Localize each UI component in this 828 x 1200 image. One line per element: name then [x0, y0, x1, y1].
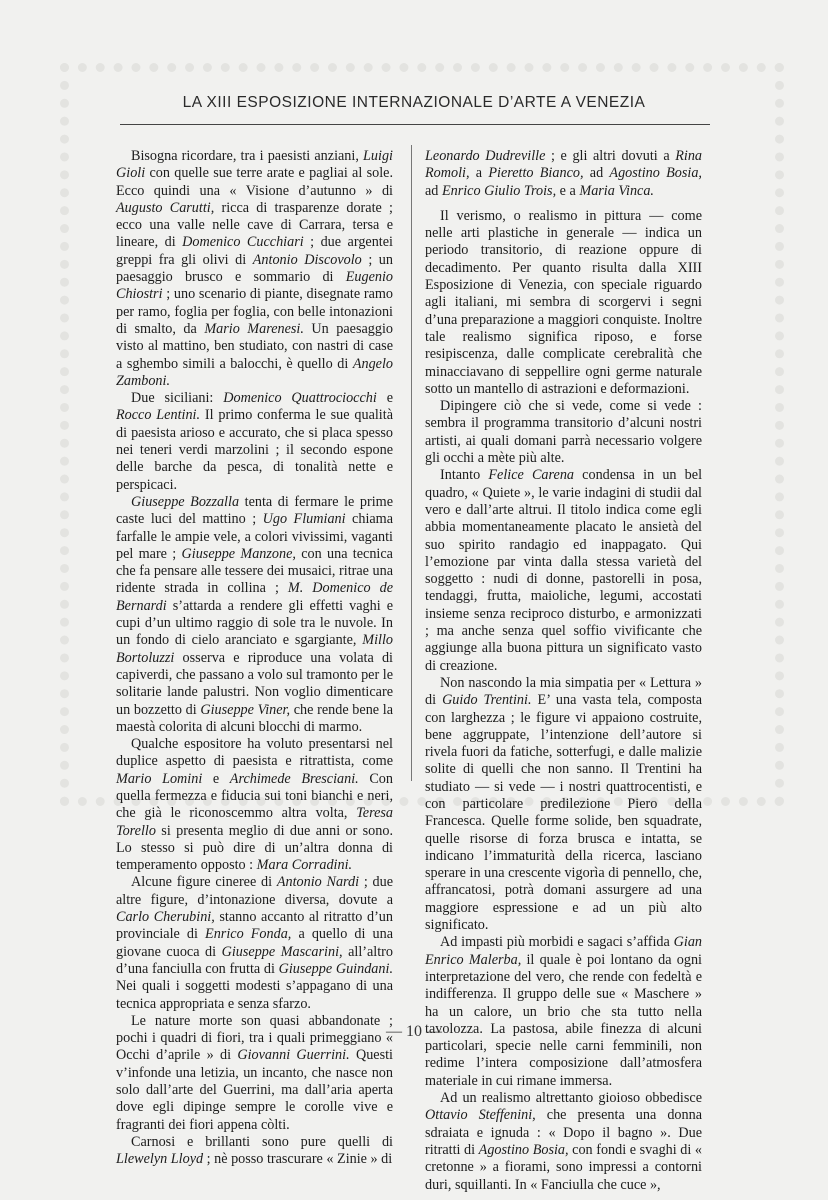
text-run: stanno accanto al ritratto d’un provinciale di — [116, 909, 393, 943]
text-run: ; nè posso trascurare « Zinie » di — [203, 1151, 393, 1168]
italic-name: Millo Bortoluzzi — [116, 632, 393, 666]
italic-name: Teresa Torello — [116, 805, 393, 839]
italic-name: Giuseppe Manzone, — [181, 545, 296, 562]
text-run: ricca di trasparenze dorate ; ecco una valle nelle cave di Carrara, tersa e lineare, di — [116, 199, 393, 251]
italic-name: Maria Vinca. — [579, 182, 654, 199]
text-run: che rende bene la maestà colorita di alcuni blocchi di marmo. — [116, 701, 394, 735]
italic-name: Agostino Bosia, — [478, 1141, 569, 1158]
italic-name: Ottavio Steffenini, — [425, 1107, 536, 1124]
italic-name: Angelo Zamboni. — [116, 355, 393, 389]
column-divider — [411, 145, 412, 781]
text-run: e — [202, 770, 230, 787]
paragraph — [116, 874, 393, 1012]
text-run: e — [376, 390, 393, 407]
italic-name: Leonardo Dudreville — [425, 148, 546, 164]
text-run: E’ una vasta tela, composta con larghezza ; le figure vi appaiono costruite, bene aggruppate, l’intenzione dell’autore si rivela fuori da fatiche, sotterfugi, e dalle malizie solite di quelli che non sanno. Il Trentini ha studiato — si vede — i nostri quattrocentisti, e con particolare predilezione Piero della Francesca. Quelle forme solide, ben squadrate, quelle risorse di forza brusca e intatta, se indicano l’immaturità della ricerca, lasciano sperare in una crescente vigorìa di pennello, che, affrancatosi, potrà domani assurgere ad una maggiore espressione e ad un più alto significato. — [425, 692, 702, 934]
text-run: il quale è poi lontano da ogni interpretazione del vero, che rende con fedeltà e indifferenza. Il gruppo delle sue « Maschere » ha un calore, un brio che sta tutto nella tavolozza. La pastosa, abile finezza di alcuni particolari, specie nelle carni femminili, non redime l’intera composizione dall’atmosfera materiale in cui rimane immersa. — [425, 951, 702, 1089]
italic-name: Ugo Flumiani — [262, 511, 346, 528]
italic-name: Carlo Cherubini, — [116, 909, 215, 926]
text-run: Due siciliani: — [131, 390, 224, 407]
text-run: Bisogna ricordare, tra i paesisti anziani, — [131, 148, 364, 164]
italic-name: Rina Romoli, — [425, 148, 703, 182]
text-run: Un paesaggio visto al mattino, ben studiato, con nastri di case a sghembo simili a balocchi, è quello di — [116, 320, 393, 372]
italic-name: Augusto Carutti, — [116, 199, 215, 216]
text-run: ; un paesaggio brusco e sommario di — [116, 251, 393, 286]
text-run: ; e gli altri dovuti a — [545, 148, 676, 164]
italic-name: Llewelyn Lloyd — [116, 1151, 204, 1168]
text-run: si presenta meglio di due anni or sono. Lo stesso si può dire di un’altra donna di temperamento opposto : — [116, 822, 393, 874]
text-run: a — [469, 165, 489, 182]
text-run: Carnosi e brillanti sono pure quelli di — [131, 1133, 393, 1150]
italic-name: Domenico Cucchiari — [182, 234, 304, 251]
italic-name: Giovanni Guerrini. — [237, 1047, 350, 1064]
text-run: chiama farfalle le ampie vele, a colori vivissimi, vaganti pel mare ; — [116, 511, 394, 562]
text-run: ad — [583, 165, 610, 182]
text-run: Il verismo, o realismo in pittura — come nelle arti plastiche in generale — indica un periodo transitorio, di reazione oppure di decadimento. Per quanto risulta dalla XIII Esposizione di Venezia, con speciale riguardo agli italiani, mi sembra di scorgervi i segni d’una preparazione a maggiori conquiste. Inoltre tale realismo significa riposo, e forse resipiscenza, dalle complicate cerebralità che minacciavano di seppellire ogni germe naturale sotto un mantello di astrazioni e deformazioni. — [425, 207, 702, 397]
header-rule — [120, 124, 710, 125]
paragraph — [116, 1134, 393, 1169]
text-run: con quelle sue terre arate e pagliai al sole. Ecco quindi una « Visione d’autunno » di — [116, 165, 393, 199]
text-run: Con quella fermezza e fiducia sui toni bianchi e neri, che già le riconoscemmo altra volta, — [116, 770, 393, 822]
italic-name: Guido Trentini. — [442, 692, 532, 709]
paragraph — [425, 467, 702, 675]
text-run: Questi v’infonde una letizia, un incanto, che nasce non solo dall’arte del Guerrini, ma dall’aria aperta dove egli dipinge sempre le corolle vive e fragranti dei fiori appena còlti. — [116, 1047, 393, 1133]
running-header: LA XIII ESPOSIZIONE INTERNAZIONALE D’ARTE A VENEZIA — [182, 94, 646, 111]
text-run: con fondi e svaghi di « cretonne » a fiorami, sono impressi a contorni duri, squillanti. In « Fanciulla che cuce », — [425, 1141, 702, 1193]
italic-name: Archimede Bresciani. — [229, 770, 359, 787]
italic-name: Enrico Giulio Trois, — [441, 182, 557, 199]
italic-name: Pieretto Bianco, — [488, 165, 584, 182]
italic-name: Mario Marenesi. — [204, 320, 304, 337]
paragraph — [425, 1090, 702, 1194]
text-run: osserva e riproduce una volata di capiverdi, che passano a volo sul tramonto per le solitarie lande palustri. Non voglio dimenticare un bozzetto di — [116, 649, 393, 718]
italic-name: Giuseppe Bozzalla — [131, 493, 240, 510]
paragraph — [116, 148, 393, 390]
text-run: Intanto — [440, 467, 489, 484]
text-run: Alcune figure cineree di — [131, 874, 277, 891]
left-column — [116, 148, 393, 1169]
text-run: Le nature morte son quasi abbandonate ; pochi i quadri di fiori, tra i quali primeggiano « Occhi d’aprile » di — [116, 1012, 393, 1064]
italic-name: Agostino Bosia, — [609, 165, 702, 182]
paragraph — [425, 398, 702, 467]
italic-name: Giuseppe Guindani. — [278, 960, 393, 977]
italic-name: Giuseppe Viner, — [200, 701, 291, 718]
italic-name: Luigi Gioli — [116, 148, 393, 182]
italic-name: Eugenio Chiostri — [116, 269, 393, 303]
paragraph — [425, 675, 702, 934]
text-run: Non nascondo la mia simpatia per « Lettura » di — [425, 674, 702, 709]
paragraph — [116, 494, 393, 736]
italic-name: Gian Enrico Malerba, — [425, 934, 702, 968]
text-run: con una tecnica che fa pensare alle tessere dei musaici, ritrae una ridente strada in collina ; — [116, 545, 393, 597]
text-run: Qualche espositore ha voluto presentarsi nel duplice aspetto di paesista e ritrattista, come — [116, 736, 393, 770]
italic-name: Giuseppe Mascarini, — [221, 943, 343, 960]
text-run: Ad un realismo altrettanto gioioso obbedisce — [440, 1090, 702, 1107]
text-run: Ad impasti più morbidi e sagaci s’affida — [440, 934, 674, 951]
text-run: s’attarda a rendere gli effetti vaghi e cupi d’un ultimo raggio di sole tra le nuvole. In un fondo di cielo aranciato e sgargiante, — [116, 597, 393, 649]
text-run: e a — [556, 182, 580, 199]
italic-name: Domenico Quattrociocchi — [223, 390, 377, 407]
italic-name: Enrico Fonda, — [205, 926, 292, 943]
paragraph — [116, 390, 393, 494]
text-run: all’altro d’una fanciulla con frutta di — [116, 943, 394, 977]
text-run: Dipingere ciò che si vede, come si vede : sembra il programma transitorio d’alcuni nostri artisti, ai quali domani parrà necessario volgere gli occhi a mète più alte. — [425, 398, 702, 467]
text-run: tenta di fermare le prime caste luci del mattino ; — [116, 493, 393, 528]
paragraph — [425, 148, 702, 200]
paragraph — [425, 934, 702, 1090]
text-run: ; due altre figure, d’intonazione diversa, dovute a — [116, 874, 393, 908]
italic-name: M. Domenico de Bernardi — [116, 580, 393, 614]
text-run: ad — [425, 182, 442, 199]
paragraph — [425, 208, 702, 398]
page-number: — 10 — — [386, 1023, 442, 1040]
italic-name: Felice Carena — [488, 467, 575, 484]
text-run: Nei quali i soggetti modesti s’appagano di una tecnica appropriata e senza sfarzo. — [116, 978, 393, 1012]
italic-name: Mara Corradini. — [256, 857, 353, 874]
text-run: ; due argentei greppi fra gli olivi di — [116, 234, 393, 268]
paragraph — [116, 736, 393, 874]
text-run: Il primo conferma le sue qualità di paesista arioso e accurato, che si placa spesso nei teneri verdi marzolini ; il secondo espone delle barche da pesca, di tonalità nette e perspicaci. — [116, 407, 393, 493]
text-run: ; uno scenario di piante, disegnate ramo per ramo, foglia per foglia, con belle intonazioni di smalto, da — [116, 286, 393, 337]
italic-name: Mario Lomini — [116, 770, 203, 787]
italic-name: Antonio Nardi — [276, 874, 360, 891]
text-run: condensa in un bel quadro, « Quiete », le varie indagini di studii dal vero e dall’arte altrui. Il titolo indica come egli abbia momentaneamente placato le ansietà del suo spirito randagio ed inappagato. Qui l’emozione par vinta dalla stessa varietà del soggetto : nudi di donne, pastorelli in posa, tendaggi, frutta, maioliche, legumi, accostati insieme senza reciproco disturbo, e armonizzati ; ma anche senza quel soffio vivificante che aggiunge alla buona pittura un significato vasto di creazione. — [425, 467, 703, 674]
italic-name: Antonio Discovolo — [252, 251, 362, 268]
text-run: che presenta una donna sdraiata e ignuda : « Dopo il bagno ». Due ritratti di — [425, 1107, 702, 1158]
text-run: a quello di una giovane cuoca di — [116, 926, 393, 960]
italic-name: Rocco Lentini. — [116, 407, 201, 424]
